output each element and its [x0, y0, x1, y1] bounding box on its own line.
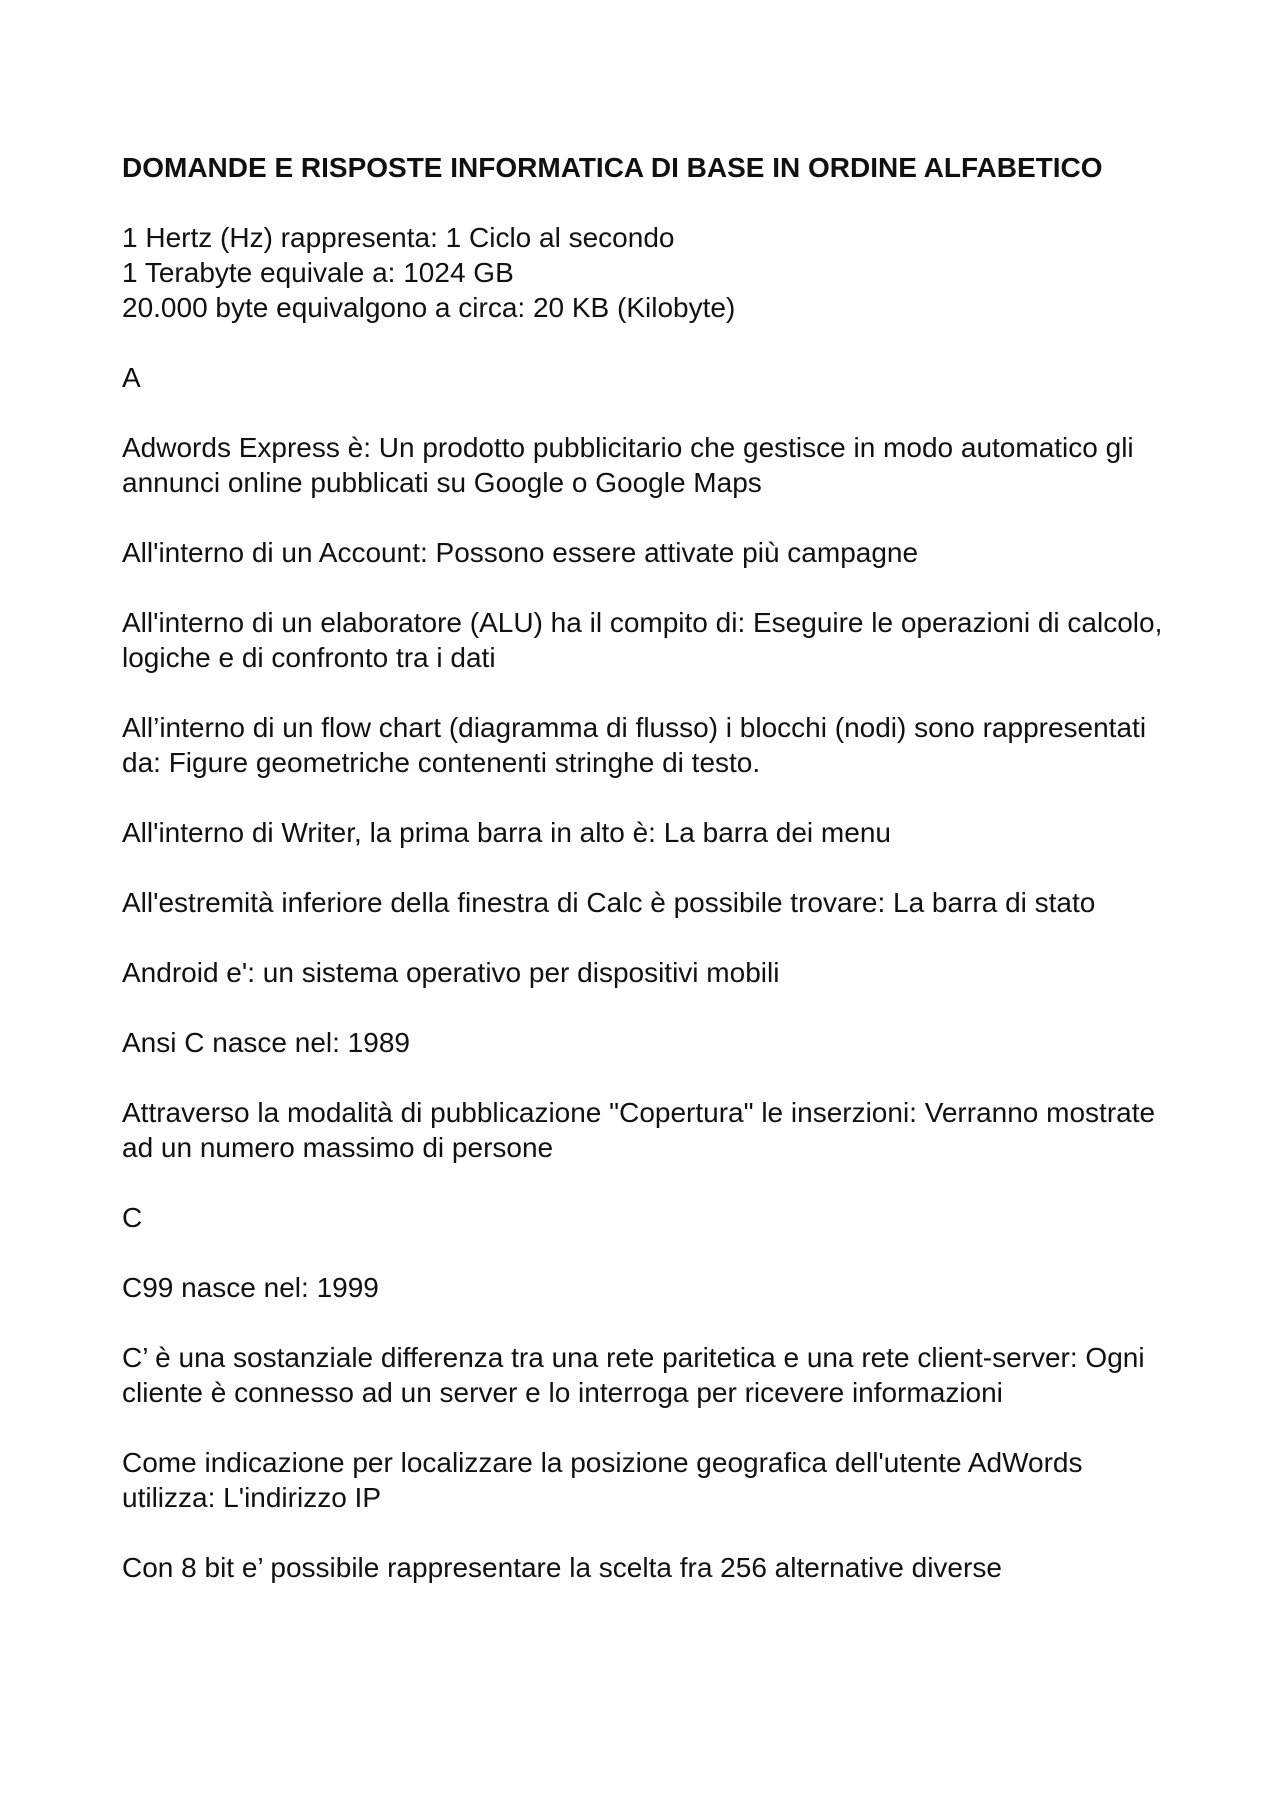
qa-item: C’ è una sostanziale differenza tra una rete paritetica e una rete client-server: Ogni cliente è connesso ad un server e lo interroga per ricevere informazioni — [122, 1342, 1145, 1408]
qa-item: All'interno di un elaboratore (ALU) ha il compito di: Eseguire le operazioni di calcolo, logiche e di confronto tra i dati — [122, 607, 1163, 673]
qa-item: C99 nasce nel: 1999 — [122, 1272, 379, 1303]
qa-item: Attraverso la modalità di pubblicazione "Copertura" le inserzioni: Verranno mostrate ad un numero massimo di persone — [122, 1097, 1156, 1163]
qa-item: Come indicazione per localizzare la posizione geografica dell'utente AdWords utilizza: L'indirizzo IP — [122, 1447, 1083, 1513]
qa-item: All'interno di un Account: Possono essere attivate più campagne — [122, 537, 919, 568]
intro-block — [122, 220, 1182, 325]
qa-item: All’interno di un flow chart (diagramma di flusso) i blocchi (nodi) sono rappresentati da: Figure geometriche contenenti stringhe di testo. — [122, 712, 1147, 778]
intro-line: 20.000 byte equivalgono a circa: 20 KB (Kilobyte) — [122, 292, 736, 323]
section-letter-c: C — [122, 1202, 143, 1233]
qa-item: All'estremità inferiore della finestra di Calc è possibile trovare: La barra di stato — [122, 887, 1096, 918]
document-title: DOMANDE E RISPOSTE INFORMATICA DI BASE IN ORDINE ALFABETICO — [122, 152, 1103, 183]
intro-line: 1 Hertz (Hz) rappresenta: 1 Ciclo al secondo — [122, 222, 675, 253]
document-page — [122, 150, 1182, 1620]
section-letter-a: A — [122, 362, 141, 393]
qa-item: Ansi C nasce nel: 1989 — [122, 1027, 410, 1058]
intro-line: 1 Terabyte equivale a: 1024 GB — [122, 257, 514, 288]
qa-item: All'interno di Writer, la prima barra in alto è: La barra dei menu — [122, 817, 891, 848]
qa-item: Android e': un sistema operativo per dispositivi mobili — [122, 957, 780, 988]
qa-item: Con 8 bit e’ possibile rappresentare la scelta fra 256 alternative diverse — [122, 1552, 1002, 1583]
qa-item: Adwords Express è: Un prodotto pubblicitario che gestisce in modo automatico gli annunci online pubblicati su Google o Google Maps — [122, 432, 1134, 498]
